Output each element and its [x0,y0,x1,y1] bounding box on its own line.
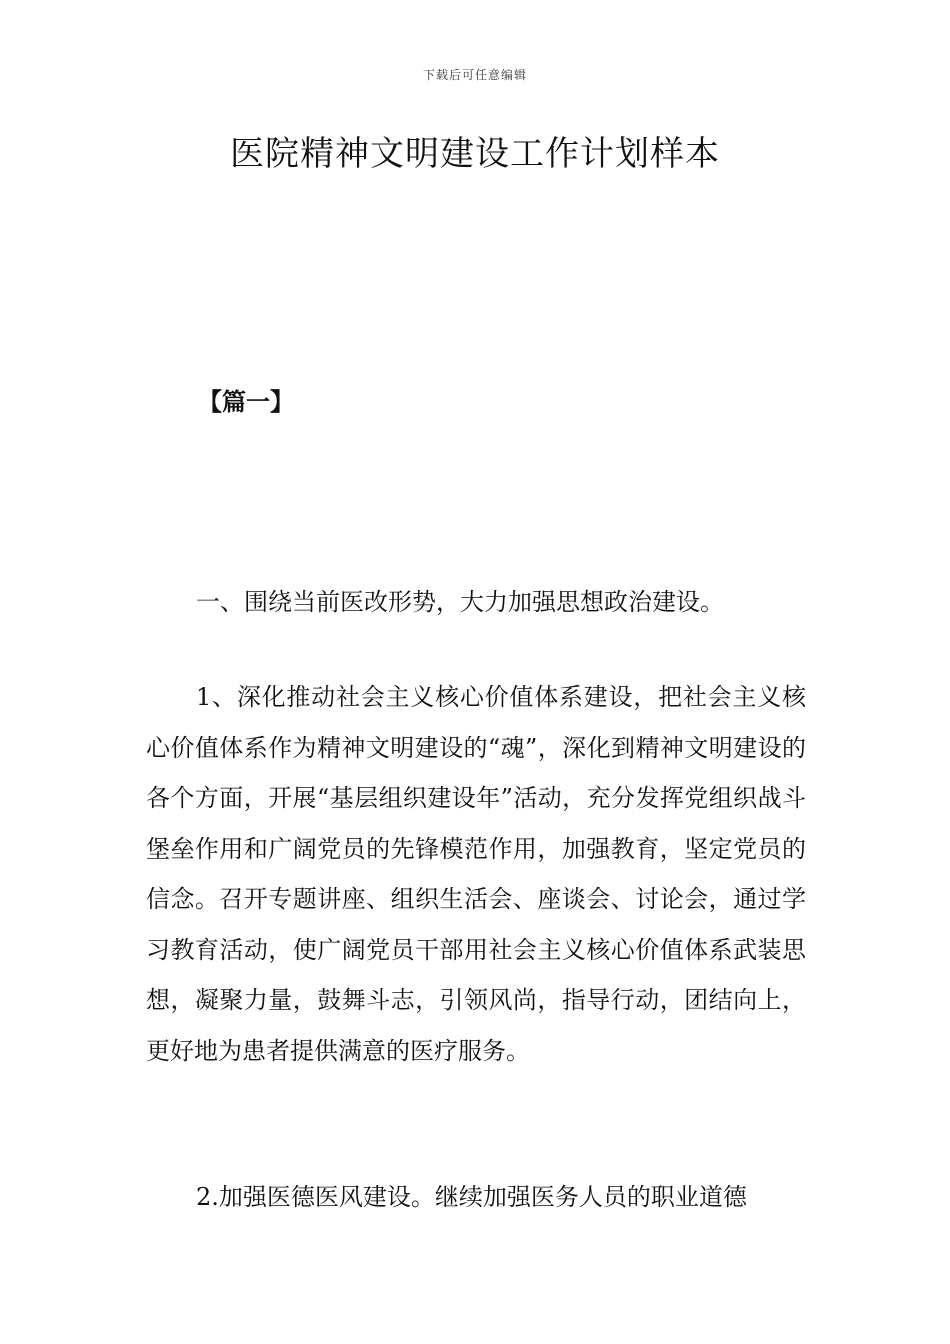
header-note: 下载后可任意编辑 [422,68,527,82]
section-heading: 一、围绕当前医改形势，大力加强思想政治建设。 [196,588,724,616]
paragraph-1: 1、深化推动社会主义核心价值体系建设，把社会主义核心价值体系作为精神文明建设的“魂”，深化到精神文明建设的各个方面，开展“基层组织建设年”活动，充分发挥党组织战斗堡垒作用和广阔党员的先锋模范作用，加强教育，坚定党员的信念。召开专题讲座、组织生活会、座谈会、讨论会，通过学习教育活动，使广阔党员干部用社会主义核心价值体系武装思想，凝聚力量，鼓舞斗志，引领风尚，指导行动，团结向上，更好地为患者提供满意的医疗服务。 [146,683,806,1065]
paragraph-2: 2.加强医德医风建设。继续加强医务人员的职业道德 [196,1183,747,1211]
section-label: 【篇一】 [198,387,294,416]
document-title: 医院精神文明建设工作计划样本 [230,134,720,174]
